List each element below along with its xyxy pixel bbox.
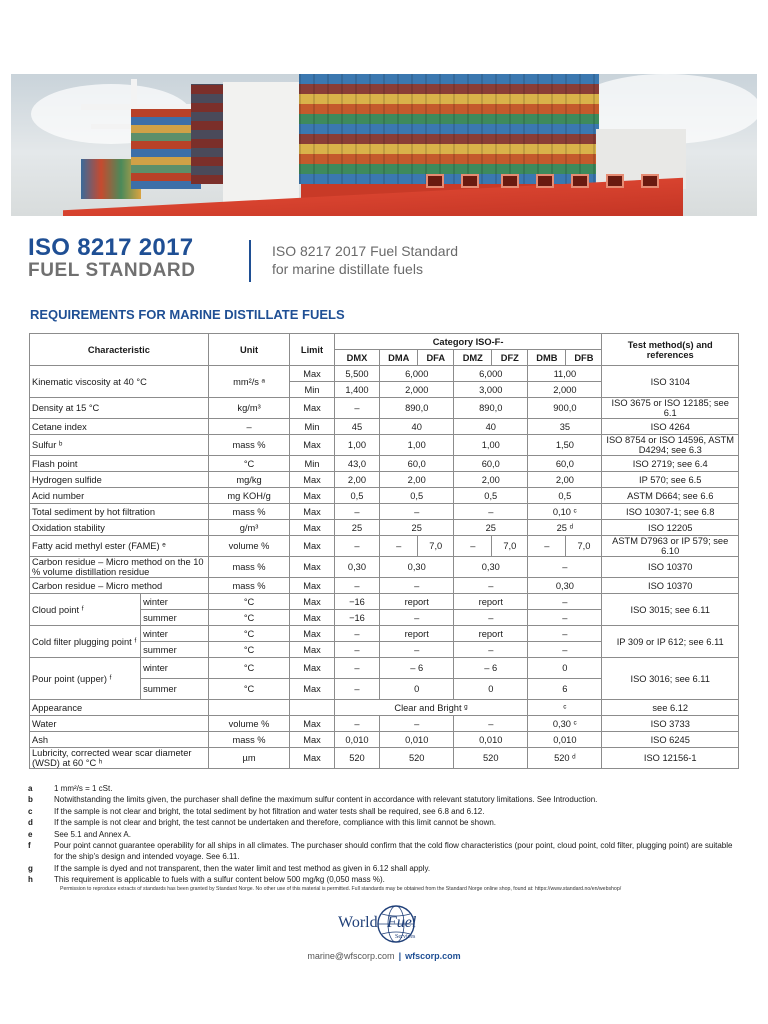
row-test: ISO 3016; see 6.11 [602, 658, 739, 700]
header-unit: Unit [208, 334, 289, 366]
cell-dmb: 1,50 [528, 435, 602, 456]
row-test: ISO 3104 [602, 366, 739, 398]
cell-dfz: 7,0 [492, 536, 528, 557]
row-unit: mg KOH/g [208, 488, 289, 504]
website-link[interactable]: wfscorp.com [405, 951, 461, 961]
row-limit: Min [290, 456, 334, 472]
cell-dmz: 0,5 [454, 488, 528, 504]
cell-dma: 520 [380, 748, 454, 769]
cell-dmx: – [334, 398, 379, 419]
cell-dmb: – [528, 642, 602, 658]
cell-dmx: – [334, 658, 379, 679]
cell-dmz: 40 [454, 419, 528, 435]
row-unit: – [208, 419, 289, 435]
tagline-line-1: ISO 8217 2017 Fuel Standard [272, 243, 459, 259]
footnote [28, 817, 740, 828]
row-label: Sulfur ᵇ [30, 435, 209, 456]
cell-dmz: 2,00 [454, 472, 528, 488]
row-unit: °C [208, 594, 289, 610]
row-label: Cold filter plugging point ᶠ [30, 626, 141, 658]
grade-dma: DMA [380, 350, 418, 366]
row-label: Total sediment by hot filtration [30, 504, 209, 520]
header-test-method: Test method(s) and references [602, 334, 739, 366]
footnote [28, 863, 740, 874]
header-category: Category ISO-F- [334, 334, 602, 350]
row-limit: Max [290, 748, 334, 769]
row-limit: Max [290, 626, 334, 642]
cell-dmz: – 6 [454, 658, 528, 679]
row-season: winter [141, 658, 209, 679]
row-unit: °C [208, 642, 289, 658]
cell-dmb: 900,0 [528, 398, 602, 419]
row-label: Pour point (upper) ᶠ [30, 658, 141, 700]
grade-dfa: DFA [418, 350, 454, 366]
cell-dmz: – [454, 504, 528, 520]
footnotes [28, 783, 740, 886]
cell-dmx: 0,5 [334, 488, 379, 504]
cell-dmz: – [454, 578, 528, 594]
cell-dmx: – [334, 578, 379, 594]
row-limit: Max [290, 366, 334, 382]
table-row [30, 700, 739, 716]
row-unit: mg/kg [208, 472, 289, 488]
cell-dmx: 1,00 [334, 435, 379, 456]
row-unit [208, 700, 289, 716]
cell-dmx: – [334, 642, 379, 658]
row-label: Appearance [30, 700, 209, 716]
footnote-key: f [28, 841, 31, 851]
cell-dmz: 60,0 [454, 456, 528, 472]
row-test: see 6.12 [602, 700, 739, 716]
grade-dmb: DMB [528, 350, 566, 366]
row-label: Oxidation stability [30, 520, 209, 536]
cell-dma: report [380, 594, 454, 610]
row-unit: °C [208, 610, 289, 626]
row-season: winter [141, 594, 209, 610]
table-row [30, 366, 739, 382]
cell-dmb: – [528, 626, 602, 642]
cell-dmb: 0,5 [528, 488, 602, 504]
footnote-text: Notwithstanding the limits given, the purchaser shall define the maximum sulfur content in accordance with relevant statutory limitations. See Introduction. [54, 795, 598, 805]
hero-ship-image [11, 74, 757, 216]
row-label: Cetane index [30, 419, 209, 435]
cell-dma: 25 [380, 520, 454, 536]
grade-dfz: DFZ [492, 350, 528, 366]
row-unit: volume % [208, 716, 289, 732]
cell-dmx: −16 [334, 610, 379, 626]
table-header-row [30, 334, 739, 350]
grade-dmx: DMX [334, 350, 379, 366]
row-unit: °C [208, 658, 289, 679]
table-row [30, 520, 739, 536]
row-label: Flash point [30, 456, 209, 472]
cell-dmz: – [454, 716, 528, 732]
cell-dmb: 25 ᵈ [528, 520, 602, 536]
table-row [30, 536, 739, 557]
footnote-text: This requirement is applicable to fuels with a sulfur content below 500 mg/kg (0,050 mass %). [54, 875, 385, 885]
cell-dmx: 43,0 [334, 456, 379, 472]
contact-separator: | [398, 951, 402, 961]
row-limit: Max [290, 557, 334, 578]
cell-dmz: – [454, 536, 492, 557]
cell-dmb: 520 ᵈ [528, 748, 602, 769]
table-row [30, 398, 739, 419]
row-label: Kinematic viscosity at 40 °C [30, 366, 209, 398]
row-label: Hydrogen sulfide [30, 472, 209, 488]
row-limit: Max [290, 679, 334, 700]
cell-dmz: 6,000 [454, 366, 528, 382]
cell-dma: – [380, 610, 454, 626]
footnote-key: h [28, 875, 33, 885]
cell-dma: 890,0 [380, 398, 454, 419]
row-unit: °C [208, 626, 289, 642]
row-test: ISO 3733 [602, 716, 739, 732]
cell-dmb: 0,30 [528, 578, 602, 594]
row-label: Acid number [30, 488, 209, 504]
row-test: ISO 10370 [602, 578, 739, 594]
cell-dmb: ᶜ [528, 700, 602, 716]
table-row [30, 594, 739, 610]
footnote-key: a [28, 784, 33, 793]
cell-dmb: 0,30 ᶜ [528, 716, 602, 732]
row-limit [290, 700, 334, 716]
footnote-key: g [28, 863, 33, 873]
cell-dmb: – [528, 594, 602, 610]
cell-dmb: 60,0 [528, 456, 602, 472]
cell-dmb: 11,00 [528, 366, 602, 382]
table-row [30, 557, 739, 578]
row-test: ASTM D664; see 6.6 [602, 488, 739, 504]
cell-dma: – [380, 642, 454, 658]
row-season: summer [141, 610, 209, 626]
table-row [30, 578, 739, 594]
cell-dma: 0 [380, 679, 454, 700]
cell-appearance: Clear and Bright ᵍ [334, 700, 528, 716]
row-limit: Max [290, 488, 334, 504]
row-limit: Max [290, 435, 334, 456]
footnote-key: b [28, 795, 33, 805]
logo-text-fuel: Fuel [387, 914, 417, 931]
row-unit: mass % [208, 732, 289, 748]
row-unit: kg/m³ [208, 398, 289, 419]
row-test: ISO 3015; see 6.11 [602, 594, 739, 626]
row-test: ISO 2719; see 6.4 [602, 456, 739, 472]
tagline-line-2: for marine distillate fuels [272, 261, 423, 277]
cell-dmb: 0,10 ᶜ [528, 504, 602, 520]
row-limit: Max [290, 578, 334, 594]
footnote [28, 783, 740, 794]
cell-dmx: – [334, 504, 379, 520]
row-limit: Max [290, 536, 334, 557]
contact-line [0, 951, 768, 961]
cell-dma: 0,30 [380, 557, 454, 578]
cell-dfa: 7,0 [418, 536, 454, 557]
row-label: Fatty acid methyl ester (FAME) ᵉ [30, 536, 209, 557]
cell-dma: – 6 [380, 658, 454, 679]
footnote-text: If the sample is dyed and not transparent, then the water limit and test method as given in 6.12 shall apply. [54, 863, 431, 873]
cell-dmx: −16 [334, 594, 379, 610]
cell-dma: 60,0 [380, 456, 454, 472]
row-unit: mass % [208, 578, 289, 594]
row-limit: Min [290, 419, 334, 435]
table-row [30, 456, 739, 472]
cell-dma: 1,00 [380, 435, 454, 456]
header-limit: Limit [290, 334, 334, 366]
header-characteristic: Characteristic [30, 334, 209, 366]
cell-dma: – [380, 536, 418, 557]
row-label: Ash [30, 732, 209, 748]
footnote-text: See 5.1 and Annex A. [54, 829, 131, 839]
permission-notice: Permission to reproduce extracts of standards has been granted by Standard Norge. No other use of this material is permitted. Full standards may be obtained from the Standard Norge online shop, found at: https://www.standard.no/en/webshop/ [60, 886, 622, 892]
row-test: IP 570; see 6.5 [602, 472, 739, 488]
row-limit: Max [290, 716, 334, 732]
cell-dfb: 7,0 [566, 536, 602, 557]
cell-dma: – [380, 716, 454, 732]
cell-dmx: – [334, 536, 379, 557]
cell-dmz: report [454, 594, 528, 610]
cell-dmz: 0,010 [454, 732, 528, 748]
row-unit: g/m³ [208, 520, 289, 536]
cell-dmz: report [454, 626, 528, 642]
footnote [28, 840, 740, 863]
cell-dmb: 0 [528, 658, 602, 679]
cell-dmb: 35 [528, 419, 602, 435]
document-subtitle: FUEL STANDARD [28, 260, 196, 281]
footnote-key: d [28, 818, 33, 828]
cell-dmx: – [334, 626, 379, 642]
footnote-text: If the sample is not clear and bright, the total sediment by hot filtration and water tests shall be required, see 6.8 and 6.12. [54, 806, 485, 816]
section-heading: REQUIREMENTS FOR MARINE DISTILLATE FUELS [30, 307, 345, 322]
table-row [30, 488, 739, 504]
row-limit: Max [290, 658, 334, 679]
row-test: IP 309 or IP 612; see 6.11 [602, 626, 739, 658]
row-season: summer [141, 679, 209, 700]
row-test: ISO 12156-1 [602, 748, 739, 769]
row-label: Carbon residue – Micro method [30, 578, 209, 594]
row-unit: mass % [208, 435, 289, 456]
document-title: ISO 8217 2017 [28, 234, 194, 261]
cell-dmz: 3,000 [454, 382, 528, 398]
footnote [28, 794, 740, 805]
footnote-text: 1 mm²/s = 1 cSt. [54, 784, 113, 793]
cell-dmb: 2,000 [528, 382, 602, 398]
cell-dmx: 2,00 [334, 472, 379, 488]
footnote [28, 829, 740, 840]
row-test: ASTM D7963 or IP 579; see 6.10 [602, 536, 739, 557]
table-row [30, 748, 739, 769]
logo-text-world: World [338, 914, 378, 931]
cell-dmz: 890,0 [454, 398, 528, 419]
cell-dmb: – [528, 536, 566, 557]
row-test: ISO 10307-1; see 6.8 [602, 504, 739, 520]
cell-dmz: 1,00 [454, 435, 528, 456]
row-limit: Min [290, 382, 334, 398]
row-limit: Max [290, 610, 334, 626]
cell-dmx: 25 [334, 520, 379, 536]
logo-text-services: Services [395, 934, 416, 940]
footnote-text: Pour point cannot guarantee operability for all ships in all climates. The purchaser should confirm that the cold flow characteristics (pour point, cloud point, cold filter, plugging point) are suitable for the ship's design and intended voyage. See 6.11. [54, 841, 733, 862]
table-row [30, 716, 739, 732]
cell-dmz: – [454, 610, 528, 626]
cell-dmx: – [334, 716, 379, 732]
cell-dmz: 520 [454, 748, 528, 769]
cell-dmx: 520 [334, 748, 379, 769]
row-test: ISO 6245 [602, 732, 739, 748]
footnote [28, 874, 740, 885]
table-row [30, 435, 739, 456]
cell-dma: – [380, 504, 454, 520]
row-label: Carbon residue – Micro method on the 10 % volume distillation residue [30, 557, 209, 578]
row-unit: volume % [208, 536, 289, 557]
table-row [30, 419, 739, 435]
cell-dmz: – [454, 642, 528, 658]
cell-dmx: 0,010 [334, 732, 379, 748]
cell-dmb: – [528, 610, 602, 626]
cell-dma: 2,000 [380, 382, 454, 398]
table-row [30, 732, 739, 748]
cell-dmz: 0,30 [454, 557, 528, 578]
row-unit: mass % [208, 557, 289, 578]
row-limit: Max [290, 520, 334, 536]
cell-dmb: 2,00 [528, 472, 602, 488]
cell-dmx: 45 [334, 419, 379, 435]
footnote-key: e [28, 829, 33, 839]
row-test: ISO 10370 [602, 557, 739, 578]
table-row [30, 658, 739, 679]
row-unit: °C [208, 679, 289, 700]
row-limit: Max [290, 732, 334, 748]
cell-dma: 0,5 [380, 488, 454, 504]
cell-dmx: 1,400 [334, 382, 379, 398]
footnote [28, 806, 740, 817]
row-unit: µm [208, 748, 289, 769]
row-limit: Max [290, 642, 334, 658]
header-divider [249, 240, 251, 282]
row-label: Lubricity, corrected wear scar diameter (WSD) at 60 °C ʰ [30, 748, 209, 769]
row-label: Cloud point ᶠ [30, 594, 141, 626]
footnote-text: If the sample is not clear and bright, the test cannot be undertaken and therefore, compliance with this limit cannot be shown. [54, 818, 497, 828]
cell-dma: 0,010 [380, 732, 454, 748]
table-row [30, 504, 739, 520]
cell-dmb: – [528, 557, 602, 578]
cell-dma: 40 [380, 419, 454, 435]
table-row [30, 626, 739, 642]
row-unit: mm²/s ᵃ [208, 366, 289, 398]
cell-dmb: 0,010 [528, 732, 602, 748]
row-season: winter [141, 626, 209, 642]
row-limit: Max [290, 594, 334, 610]
row-season: summer [141, 642, 209, 658]
contact-email-link[interactable]: marine@wfscorp.com [307, 951, 395, 961]
cell-dma: 2,00 [380, 472, 454, 488]
row-unit: °C [208, 456, 289, 472]
row-unit: mass % [208, 504, 289, 520]
grade-dmz: DMZ [454, 350, 492, 366]
cell-dmz: 0 [454, 679, 528, 700]
footnote-key: c [28, 806, 33, 816]
requirements-table [29, 333, 739, 769]
cell-dma: 6,000 [380, 366, 454, 382]
row-test: ISO 12205 [602, 520, 739, 536]
table-row [30, 472, 739, 488]
row-test: ISO 3675 or ISO 12185; see 6.1 [602, 398, 739, 419]
cell-dmz: 25 [454, 520, 528, 536]
row-limit: Max [290, 472, 334, 488]
cell-dmx: 0,30 [334, 557, 379, 578]
cell-dmx: 5,500 [334, 366, 379, 382]
row-limit: Max [290, 504, 334, 520]
cell-dmx: – [334, 679, 379, 700]
row-limit: Max [290, 398, 334, 419]
row-label: Water [30, 716, 209, 732]
row-test: ISO 8754 or ISO 14596, ASTM D4294; see 6.3 [602, 435, 739, 456]
cell-dmb: 6 [528, 679, 602, 700]
cell-dma: report [380, 626, 454, 642]
row-test: ISO 4264 [602, 419, 739, 435]
row-label: Density at 15 °C [30, 398, 209, 419]
cell-dma: – [380, 578, 454, 594]
grade-dfb: DFB [566, 350, 602, 366]
